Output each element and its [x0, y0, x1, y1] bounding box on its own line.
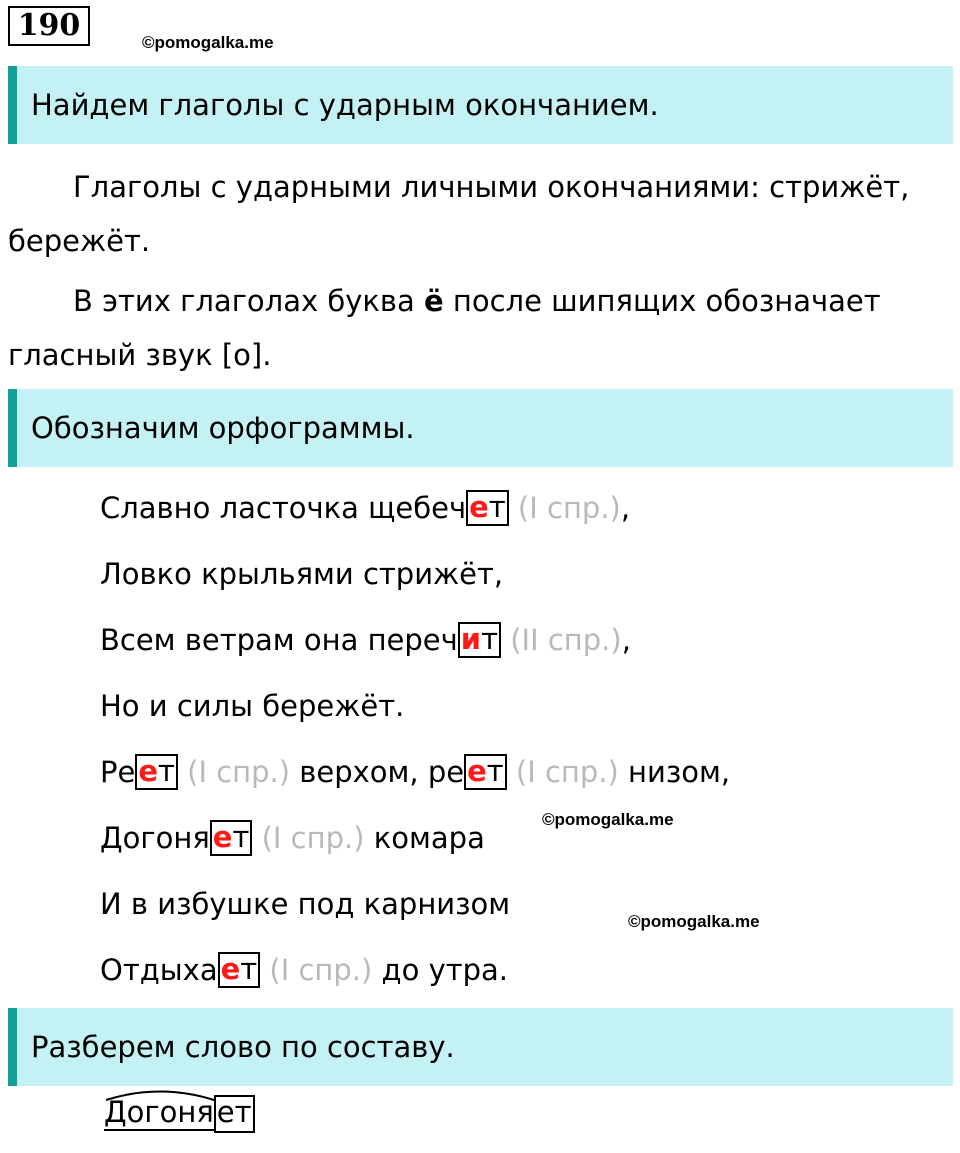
verse-line-6: Догоня ет (I спр.) комара: [100, 820, 485, 855]
section-title-orthograms: Обозначим орфограммы.: [8, 389, 953, 467]
conjugation-note: (I спр.): [508, 491, 621, 525]
ending-box: ет: [218, 952, 261, 988]
verse-line-5: Ре ет (I спр.) верхом, ре ет (I спр.) низом,: [100, 754, 731, 789]
section-title-word-parse: Разберем слово по составу.: [8, 1008, 953, 1086]
ending-box: ет: [135, 754, 178, 790]
watermark: ©pomogalka.me: [142, 33, 274, 52]
verse-line-4: Но и силы бережёт.: [100, 689, 405, 723]
ending-box: ит: [458, 622, 501, 658]
section-title-find-verbs: Найдем глаголы с ударным окончанием.: [8, 66, 953, 144]
verse-line-3: Всем ветрам она переч ит (II спр.),: [100, 622, 631, 657]
conjugation-note: (I спр.): [260, 953, 373, 987]
verse-line-7: И в избушке под карнизом: [100, 887, 511, 921]
paragraph-letter-yo: В этих глаголах буква ё после шипящих обозначает гласный звук [о].: [8, 284, 881, 372]
bold-letter-yo: ё: [424, 284, 444, 318]
conjugation-note: (I спр.): [506, 755, 619, 789]
ending-box: ет: [210, 820, 253, 856]
ending-box: ет: [466, 490, 509, 526]
watermark: ©pomogalka.me: [628, 912, 760, 931]
paragraph-stressed-endings: Глаголы с ударными личными окончаниями: стрижёт, бережёт.: [8, 170, 910, 258]
conjugation-note: (II спр.): [501, 623, 622, 657]
morpheme-parse: [104, 1095, 255, 1133]
ending-morpheme: ет: [214, 1095, 255, 1133]
root-arc-icon: [104, 1087, 216, 1101]
conjugation-note: (I спр.): [177, 755, 291, 789]
verse-line-1: Славно ласточка щебеч ет (I спр.),: [100, 490, 631, 525]
exercise-number: 190: [8, 6, 90, 46]
root-morpheme: Догоня: [104, 1095, 214, 1131]
watermark: ©pomogalka.me: [542, 810, 674, 829]
verse-line-2: Ловко крыльями стрижёт,: [100, 557, 504, 591]
ending-box: ет: [464, 754, 507, 790]
verse-line-8: Отдыха ет (I спр.) до утра.: [100, 952, 509, 987]
conjugation-note: (I спр.): [252, 821, 365, 855]
